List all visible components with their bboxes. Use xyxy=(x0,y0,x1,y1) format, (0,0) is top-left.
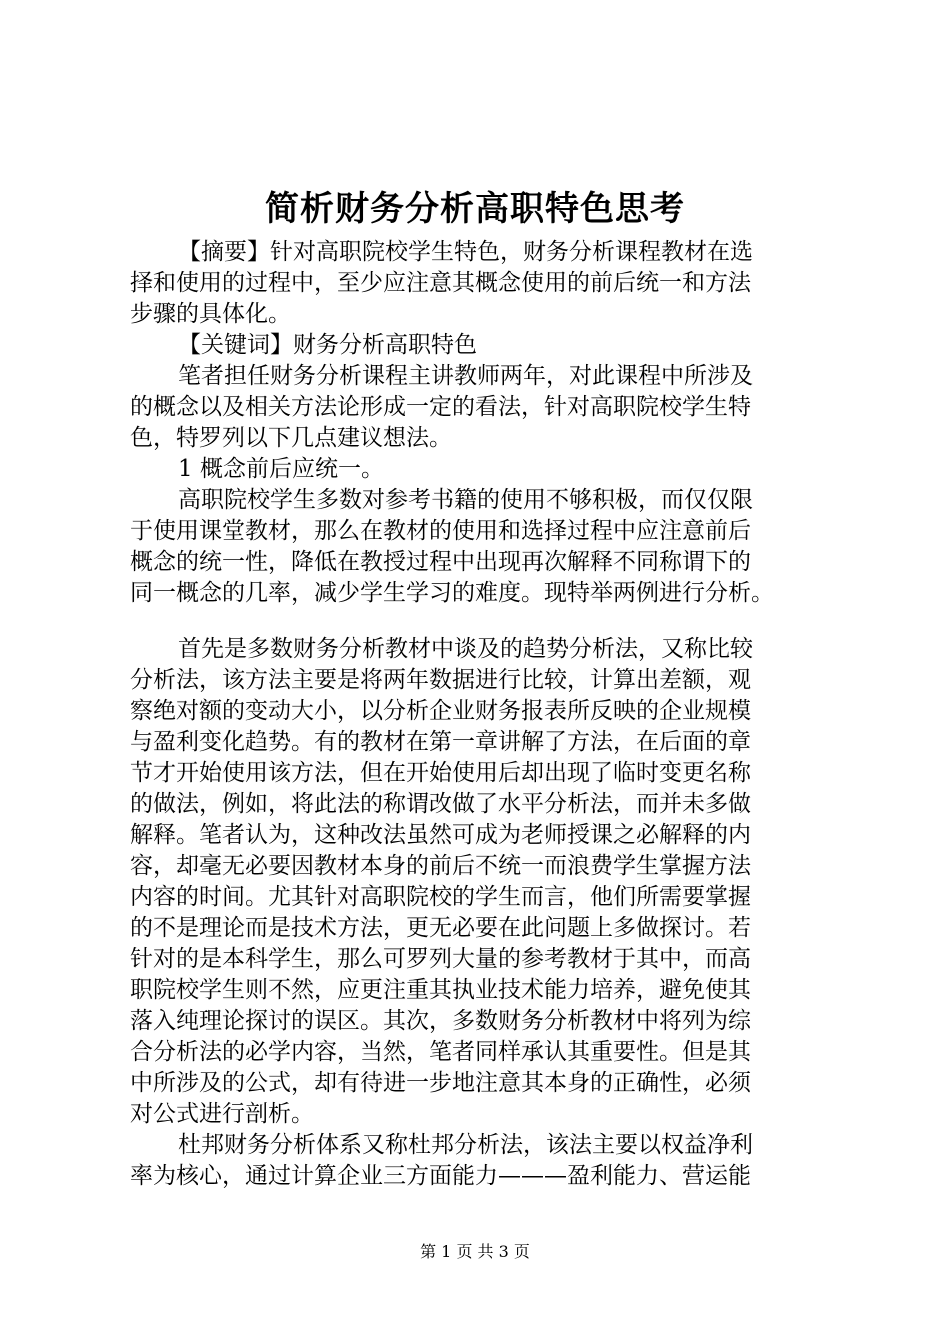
body-line: 合分析法的必学内容，当然，笔者同样承认其重要性。但是其 xyxy=(130,1039,751,1065)
body-line: 首先是多数财务分析教材中谈及的趋势分析法，又称比较 xyxy=(178,636,753,662)
body-line: 同一概念的几率，减少学生学习的难度。现特举两例进行分析。 xyxy=(130,580,774,606)
body-line: 针对的是本科学生，那么可罗列大量的参考教材于其中，而高 xyxy=(130,946,751,972)
body-line: 分析法，该方法主要是将两年数据进行比较，计算出差额，观 xyxy=(130,667,751,693)
body-line: 容，却毫无必要因教材本身的前后不统一而浪费学生掌握方法 xyxy=(130,853,751,879)
page-footer: 第 1 页 共 3 页 xyxy=(420,1242,530,1261)
body-line: 职院校学生则不然，应更注重其执业技术能力培养，避免使其 xyxy=(130,977,751,1003)
abstract-line-1: 【摘要】针对高职院校学生特色，财务分析课程教材在选 xyxy=(178,239,753,265)
section-heading: 1 概念前后应统一。 xyxy=(178,456,384,482)
keywords-line: 【关键词】财务分析高职特色 xyxy=(178,332,477,358)
body-line: 色，特罗列以下几点建议想法。 xyxy=(130,425,452,451)
abstract-line-2: 择和使用的过程中，至少应注意其概念使用的前后统一和方法 xyxy=(130,270,751,296)
body-line: 落入纯理论探讨的误区。其次，多数财务分析教材中将列为综 xyxy=(130,1008,751,1034)
body-line: 察绝对额的变动大小，以分析企业财务报表所反映的企业规模 xyxy=(130,698,751,724)
body-line: 于使用课堂教材，那么在教材的使用和选择过程中应注意前后 xyxy=(130,518,751,544)
abstract-line-3: 步骤的具体化。 xyxy=(130,301,291,327)
body-line: 的做法，例如，将此法的称谓改做了水平分析法，而并未多做 xyxy=(130,791,751,817)
body-line: 率为核心，通过计算企业三方面能力———盈利能力、营运能 xyxy=(130,1163,751,1189)
body-line: 概念的统一性，降低在教授过程中出现再次解释不同称谓下的 xyxy=(130,549,751,575)
page-title: 简析财务分析高职特色思考 xyxy=(265,189,685,229)
body-line: 的概念以及相关方法论形成一定的看法，针对高职院校学生特 xyxy=(130,394,751,420)
body-line: 解释。笔者认为，这种改法虽然可成为老师授课之必解释的内 xyxy=(130,822,751,848)
body-line: 对公式进行剖析。 xyxy=(130,1101,314,1127)
body-line: 中所涉及的公式，却有待进一步地注意其本身的正确性，必须 xyxy=(130,1070,751,1096)
body-line: 与盈利变化趋势。有的教材在第一章讲解了方法，在后面的章 xyxy=(130,729,751,755)
body-line: 节才开始使用该方法，但在开始使用后却出现了临时变更名称 xyxy=(130,760,751,786)
body-line: 高职院校学生多数对参考书籍的使用不够积极，而仅仅限 xyxy=(178,487,753,513)
body-line: 内容的时间。尤其针对高职院校的学生而言，他们所需要掌握 xyxy=(130,884,751,910)
body-line: 的不是理论而是技术方法，更无必要在此问题上多做探讨。若 xyxy=(130,915,751,941)
body-line: 笔者担任财务分析课程主讲教师两年，对此课程中所涉及 xyxy=(178,363,753,389)
body-line: 杜邦财务分析体系又称杜邦分析法，该法主要以权益净利 xyxy=(178,1132,753,1158)
